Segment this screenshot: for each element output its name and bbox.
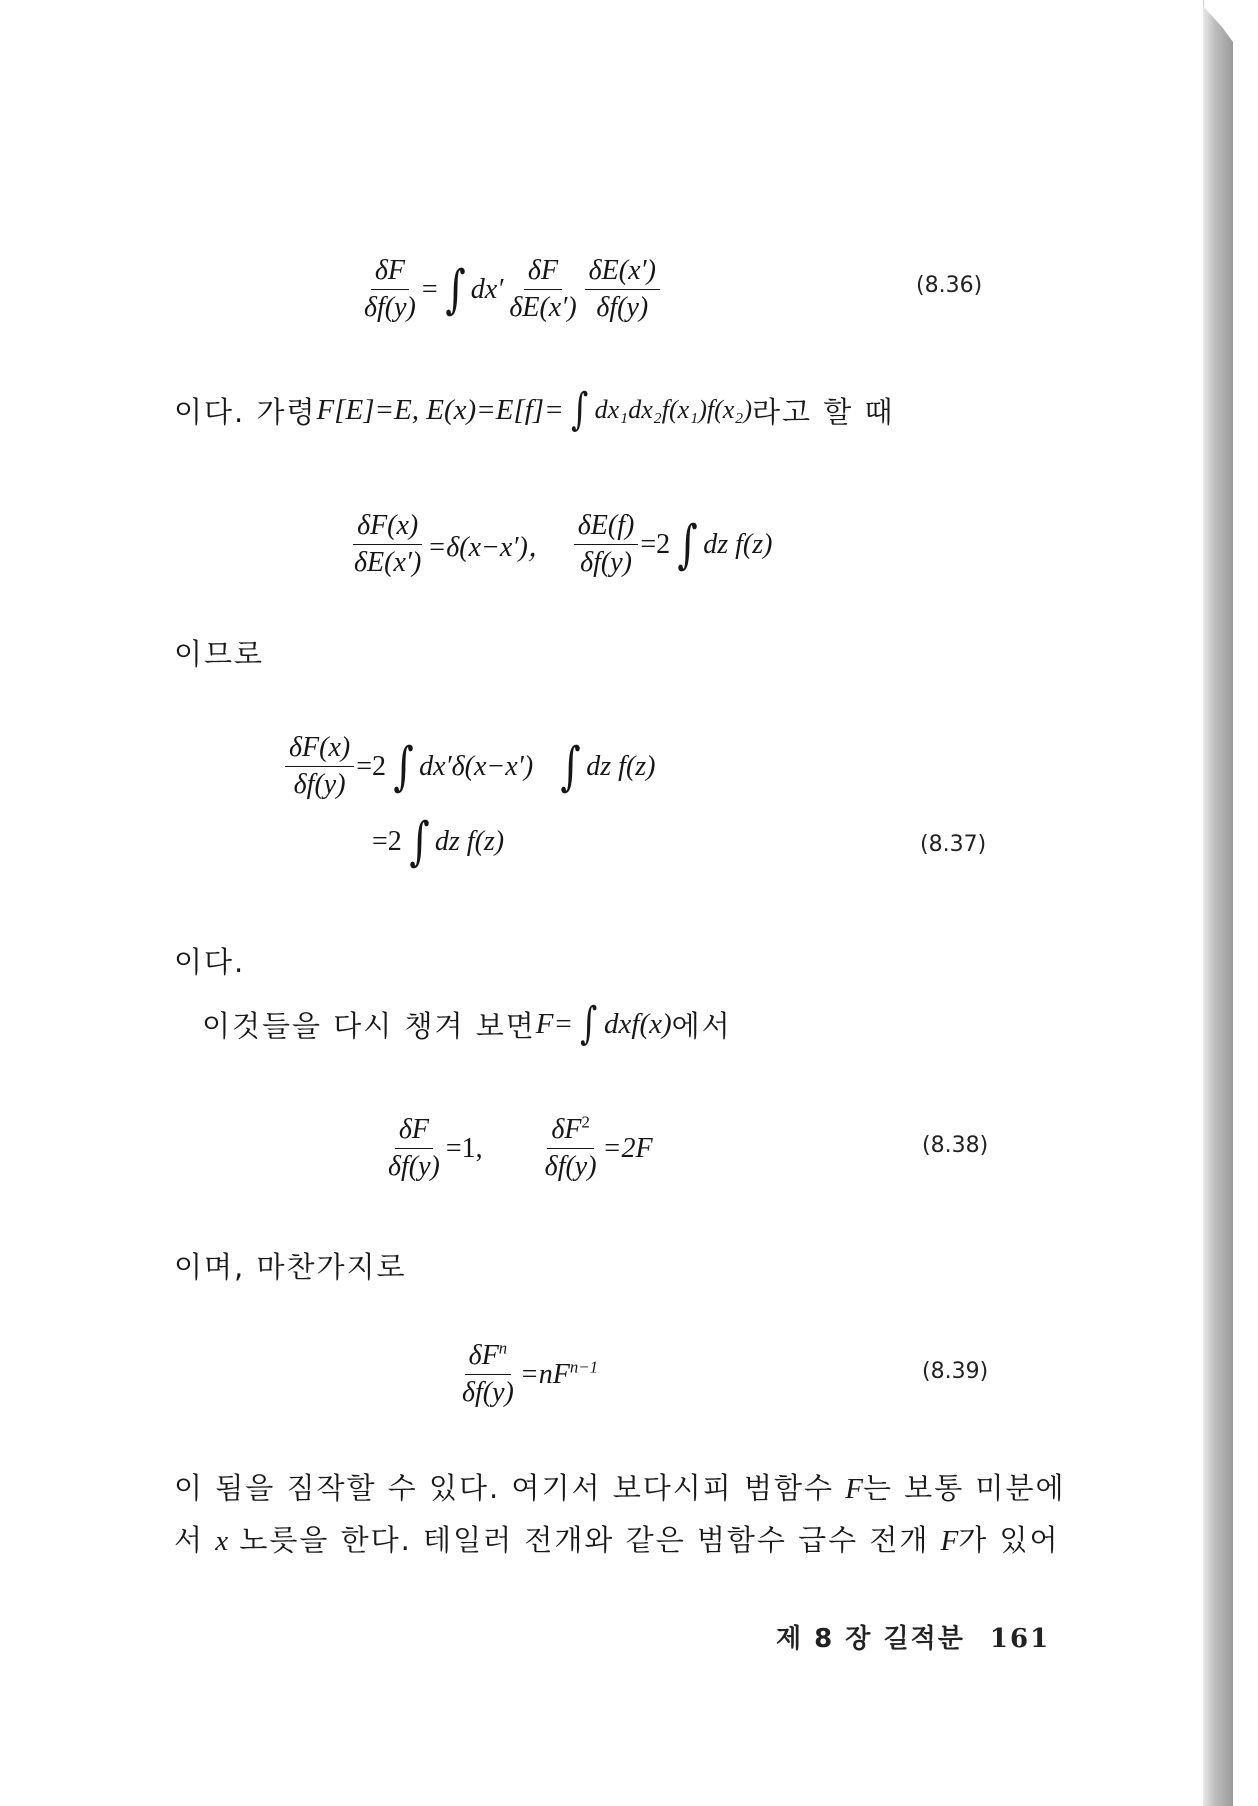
equation-8-39: $\frac{\delta F^n}{\delta f(y)}$ $=nF^{n-1}$ [456,1340,598,1409]
equation-number: (8.36) [916,273,983,298]
paragraph: 이다. [174,945,246,979]
page-footer [776,1618,1050,1655]
equation-8-38: $\frac{\delta F}{\delta f(y)}$ =1, $\frac{\delta F^2}{\delta f(y)}$ =2F [382,1114,653,1183]
integral-sign: ∫ [580,998,599,1049]
integral-sign: ∫ [677,514,698,575]
fraction: $\frac{\delta E(x')}{\delta f(y)}$ [585,255,660,324]
integral-sign: ∫ [409,812,430,872]
fraction: $\frac{\delta F(x)}{\delta E(x')}$ [354,510,422,578]
equation-unnumbered: $\frac{\delta F(x)}{\delta E(x')}$ =δ(x−x′)， $\frac{\delta E(f)}{\delta f(y)}$ =2 ∫ dz f(z) [348,510,772,579]
paragraph: 서 x 노릇을 한다. 테일러 전개와 같은 범함수 급수 전개 F가 있어 [174,1523,1060,1557]
equation-number: (8.37) [920,832,987,857]
fraction: $\frac{\delta F^2}{\delta f(y)}$ [544,1112,597,1182]
integral-sign: ∫ [445,259,466,320]
paragraph: 이다. 가령 F[E]=E, E(x)=E[f]= ∫ dx₁dx₂f(x₁)f(x₂) 라고 할 때 [174,384,895,435]
fraction: $\frac{\delta F^n}{\delta f(y)}$ [462,1338,514,1408]
fraction: $\frac{\delta F(x)}{\delta f(y)}$ [285,732,354,801]
page-edge-shadow [1203,6,1233,1806]
chapter-title: 제 8 장 길적분 [776,1624,965,1654]
paragraph: 이며, 마찬가지로 [174,1250,407,1284]
equation-number: (8.38) [922,1133,989,1158]
paragraph: 이 됨을 짐작할 수 있다. 여기서 보다시피 범함수 F는 보통 미분에 [174,1471,1066,1505]
page-number: 161 [989,1624,1051,1654]
equation-8-37-line-2: =2 ∫ dz f(z) [372,812,505,872]
paragraph: 이므로 [174,637,265,671]
equation-8-37-line-1: $\frac{\delta F(x)}{\delta f(y)}$ =2 ∫ dx′δ(x−x′) ∫ dz f(z) [283,732,656,801]
fraction: $\frac{\delta F}{\delta f(y)}$ [388,1114,440,1182]
fraction: $\frac{\delta F}{\delta E(x')}$ [509,255,577,323]
fraction: $\frac{\delta F}{\delta f(y)}$ [364,255,416,323]
paragraph: 이것들을 다시 챙겨 보면 F= ∫ dxf(x) 에서 [202,998,732,1049]
integral-sign: ∫ [570,384,590,435]
equation-number: (8.39) [922,1359,989,1384]
integral-sign: ∫ [560,736,581,797]
fraction: $\frac{\delta E(f)}{\delta f(y)}$ [574,510,639,579]
equation-8-36: $\frac{\delta F}{\delta f(y)}$ = ∫ dx′ $\frac{\delta F}{\delta E(x')}$ $\frac{\delta E(x')}{\delta f(y)}$ [358,255,662,324]
integral-sign: ∫ [393,736,414,797]
